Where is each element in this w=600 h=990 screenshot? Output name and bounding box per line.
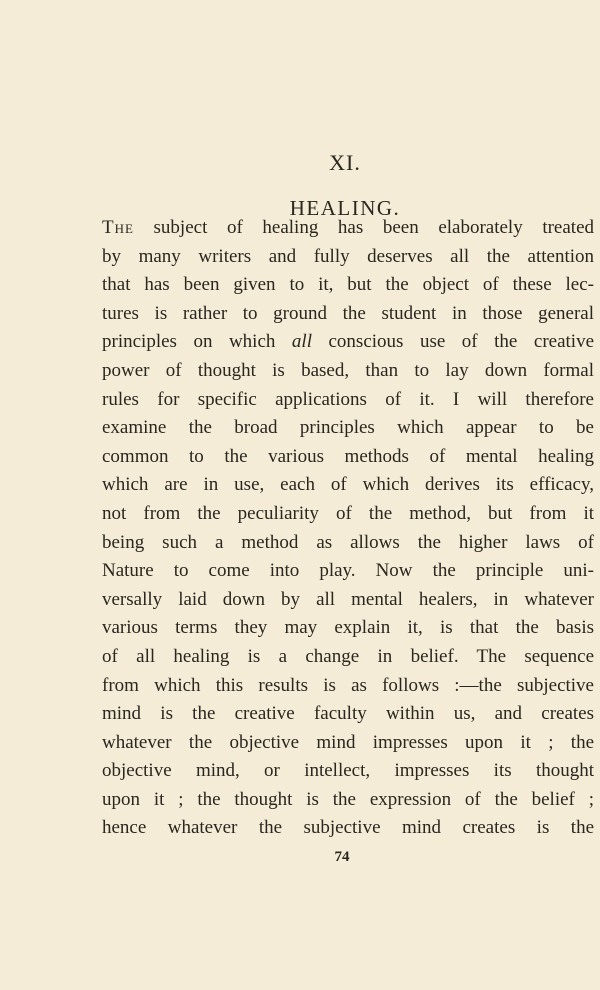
chapter-title: HEALING. — [289, 196, 401, 220]
text-line: that has been given to it, but the object of these lec- — [102, 274, 594, 296]
text-line: The subject of healing has been elaborately treated — [102, 217, 594, 238]
body-text — [102, 214, 594, 843]
text-line: tures is rather to ground the student in those general — [102, 302, 594, 324]
text-line: objective mind, or intellect, impresses its thought — [102, 760, 594, 782]
text-line: examine the broad principles which appear to be — [102, 417, 594, 439]
text-line: by many writers and fully deserves all the attention — [102, 245, 594, 267]
text-line: not from the peculiarity of the method, but from it — [102, 502, 594, 524]
text-line: hence whatever the subjective mind creates is the — [102, 817, 594, 839]
text-line: from which this results is as follows :—the subjective — [102, 674, 594, 696]
text-line: whatever the objective mind impresses upon it ; the — [102, 731, 594, 753]
emphasis: all — [291, 331, 312, 353]
text-line: common to the various methods of mental healing — [102, 445, 594, 467]
drop-word: The — [102, 217, 134, 238]
text-line: power of thought is based, than to lay down formal — [102, 359, 594, 381]
text-line: rules for specific applications of it. I will therefore — [102, 388, 594, 410]
text-line: upon it ; the thought is the expression of the belief ; — [102, 788, 594, 810]
text-line: Nature to come into play. Now the principle uni- — [102, 560, 594, 582]
chapter-number: XI. — [329, 150, 361, 175]
text-line: being such a method as allows the higher laws of — [102, 531, 594, 553]
text-line: of all healing is a change in belief. The sequence — [102, 645, 594, 667]
text-line: which are in use, each of which derives its efficacy, — [102, 474, 594, 496]
text-line: versally laid down by all mental healers, in whatever — [102, 588, 594, 610]
text-line: mind is the creative faculty within us, and creates — [102, 703, 594, 725]
text-line: principles on which all conscious use of the creative — [102, 331, 594, 353]
text-line: various terms they may explain it, is that the basis — [102, 617, 594, 639]
page-number: 74 — [334, 849, 350, 865]
